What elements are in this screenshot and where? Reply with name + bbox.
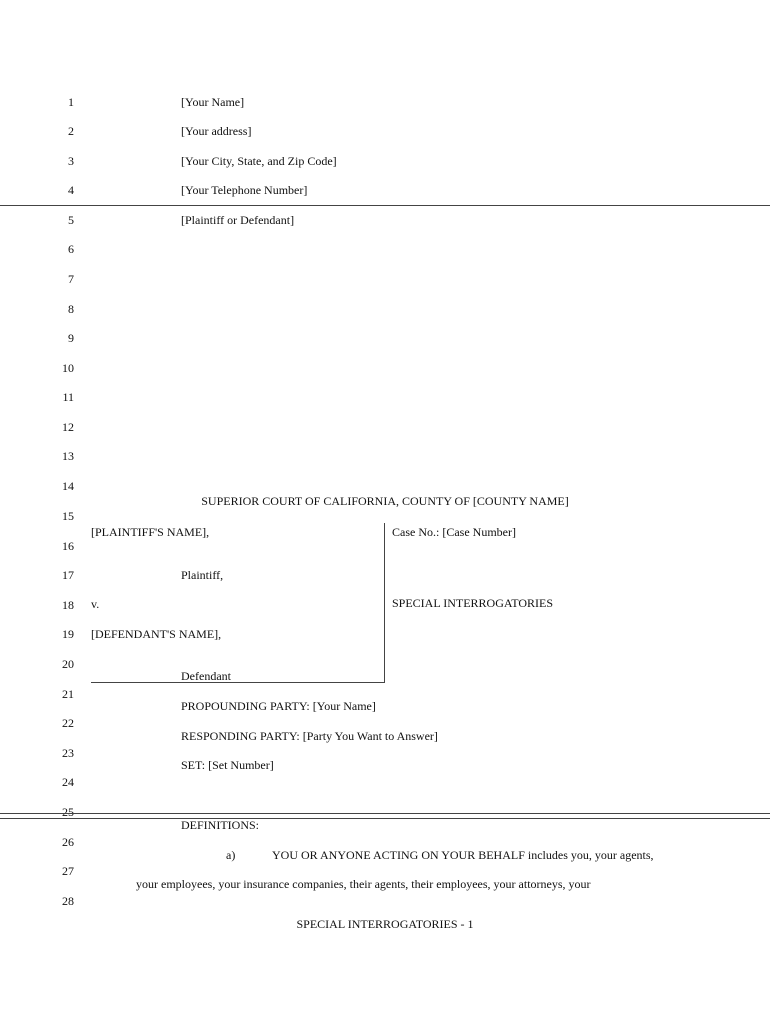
line-number: 16	[62, 539, 74, 553]
filer-city-state-zip: [Your City, State, and Zip Code]	[181, 154, 337, 168]
set-number: SET: [Set Number]	[181, 758, 274, 772]
plaintiff-label: Plaintiff,	[181, 568, 224, 582]
definition-a-line-2: your employees, your insurance companies, their agents, their employees, your attorneys, your	[136, 877, 591, 891]
line-number: 26	[62, 835, 74, 849]
line-number: 27	[62, 864, 74, 878]
case-number: Case No.: [Case Number]	[392, 525, 516, 539]
line-number: 2	[68, 124, 74, 138]
line-number: 7	[68, 272, 74, 286]
page-footer: SPECIAL INTERROGATORIES - 1	[296, 917, 474, 931]
line-number: 25	[62, 805, 74, 819]
line-number: 5	[68, 213, 74, 227]
line-number: 24	[62, 775, 74, 789]
line-number: 9	[68, 331, 74, 345]
responding-party: RESPONDING PARTY: [Party You Want to Answer]	[181, 729, 438, 743]
line-number: 3	[68, 154, 74, 168]
line-number: 20	[62, 657, 74, 671]
caption-bottom-rule	[91, 682, 385, 683]
line-number: 11	[62, 390, 74, 404]
section-rule-bottom	[0, 818, 770, 819]
line-number: 10	[62, 361, 74, 375]
definition-a-line-1: YOU OR ANYONE ACTING ON YOUR BEHALF includes you, your agents,	[272, 848, 654, 862]
line-number: 15	[62, 509, 74, 523]
filer-party-role: [Plaintiff or Defendant]	[181, 213, 295, 227]
line-number: 6	[68, 242, 74, 256]
line-number: 13	[62, 449, 74, 463]
line-number: 8	[68, 302, 74, 316]
line-number: 14	[62, 479, 74, 493]
filer-address: [Your address]	[181, 124, 252, 138]
versus-label: v.	[91, 597, 100, 611]
plaintiff-name: [PLAINTIFF'S NAME],	[91, 525, 210, 539]
line-number: 1	[68, 95, 74, 109]
filer-name: [Your Name]	[181, 95, 245, 109]
caption-vertical-rule	[384, 523, 385, 683]
line-number: 22	[62, 716, 74, 730]
defendant-label: Defendant	[181, 669, 231, 683]
document-title: SPECIAL INTERROGATORIES	[392, 596, 554, 610]
line-number: 23	[62, 746, 74, 760]
header-rule	[0, 205, 770, 206]
section-rule-top	[0, 813, 770, 814]
line-number: 4	[68, 183, 74, 197]
definitions-heading: DEFINITIONS:	[181, 818, 259, 832]
line-number: 19	[62, 627, 74, 641]
line-number: 12	[62, 420, 74, 434]
line-number: 17	[62, 568, 74, 582]
defendant-name: [DEFENDANT'S NAME],	[91, 627, 222, 641]
line-number: 21	[62, 687, 74, 701]
definition-a-marker: a)	[226, 848, 236, 862]
filer-telephone: [Your Telephone Number]	[181, 183, 308, 197]
line-number: 18	[62, 598, 74, 612]
propounding-party: PROPOUNDING PARTY: [Your Name]	[181, 699, 376, 713]
line-number: 28	[62, 894, 74, 908]
court-title: SUPERIOR COURT OF CALIFORNIA, COUNTY OF [COUNTY NAME]	[201, 494, 569, 508]
